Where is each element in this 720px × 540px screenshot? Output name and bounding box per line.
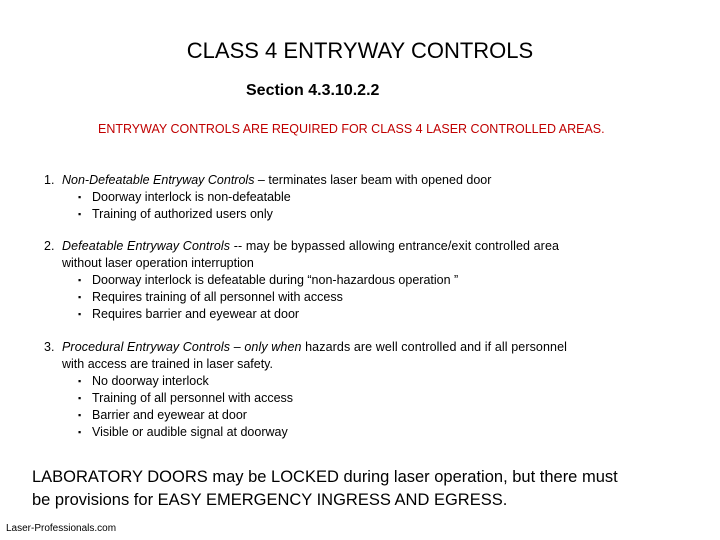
item-heading: Procedural Entryway Controls [62, 340, 231, 354]
lock-notice [32, 466, 618, 512]
item-description-emphasis: only when [244, 340, 302, 354]
bullet-item: ▪ Doorway interlock is non-defeatable [78, 190, 291, 204]
bullet-icon: ▪ [78, 192, 82, 202]
item-heading: Defeatable Entryway Controls [62, 239, 231, 253]
list-item-1 [44, 172, 491, 223]
item-separator: -- [230, 239, 246, 253]
page-title: CLASS 4 ENTRYWAY CONTROLS [186, 38, 534, 63]
bullet-icon: ▪ [78, 410, 82, 420]
item-heading: Non-Defeatable Entryway Controls [62, 173, 255, 187]
item-description: hazards are well controlled and if all personnel [301, 340, 568, 354]
requirement-statement: ENTRYWAY CONTROLS ARE REQUIRED FOR CLASS 4 LASER CONTROLLED AREAS. [98, 122, 605, 136]
bullet-item: ▪ Barrier and eyewear at door [78, 408, 247, 422]
lock-notice-line-2: be provisions for EASY EMERGENCY INGRESS AND EGRESS. [32, 491, 508, 509]
source-credit: Laser-Professionals.com [6, 523, 117, 534]
bullet-icon: ▪ [78, 209, 82, 219]
bullet-item: ▪ Doorway interlock is defeatable during “non-hazardous operation ” [78, 273, 459, 287]
bullet-item: ▪ Training of all personnel with access [78, 391, 294, 405]
item-number: 1. [44, 173, 55, 187]
bullet-icon: ▪ [78, 275, 82, 285]
list-item-2 [44, 238, 559, 323]
bullet-item: ▪ Requires training of all personnel with access [78, 290, 343, 304]
item-description: terminates laser beam with opened door [268, 173, 492, 187]
item-number: 2. [44, 239, 55, 253]
bullet-item: ▪ No doorway interlock [78, 374, 209, 388]
item-continuation: without laser operation interruption [62, 256, 254, 270]
bullet-icon: ▪ [78, 393, 82, 403]
bullet-item: ▪ Visible or audible signal at doorway [78, 425, 288, 439]
item-separator: – [254, 173, 269, 187]
bullet-icon: ▪ [78, 376, 82, 386]
bullet-icon: ▪ [78, 309, 82, 319]
bullet-icon: ▪ [78, 292, 82, 302]
item-continuation: with access are trained in laser safety. [62, 357, 273, 371]
bullet-icon: ▪ [78, 427, 82, 437]
section-number: Section 4.3.10.2.2 [246, 82, 380, 99]
lock-notice-line-1: LABORATORY DOORS may be LOCKED during laser operation, but there must [32, 468, 618, 486]
bullet-item: ▪ Training of authorized users only [78, 207, 273, 221]
item-description: may be bypassed allowing entrance/exit controlled area [245, 239, 560, 253]
list-item-3 [44, 339, 567, 441]
item-number: 3. [44, 340, 55, 354]
item-separator: – [230, 340, 245, 354]
bullet-item: ▪ Requires barrier and eyewear at door [78, 307, 300, 321]
